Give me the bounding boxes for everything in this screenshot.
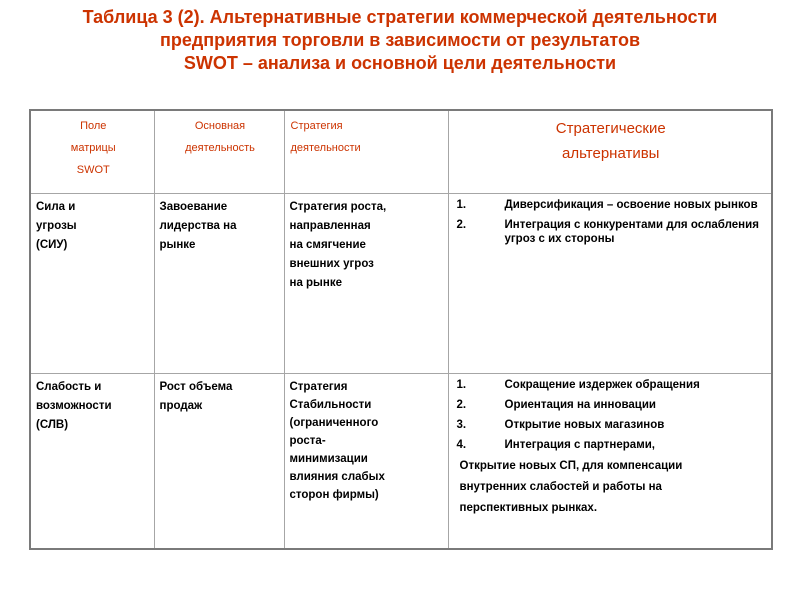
header-strategy-line: деятельности: [290, 142, 361, 154]
header-alternatives-line: Стратегические: [555, 120, 666, 137]
cell-line: Стабильности: [289, 398, 372, 411]
cell-line: сторон фирмы): [289, 488, 379, 501]
cell-activity: [154, 193, 284, 373]
cell-line: влияния слабых: [289, 470, 385, 483]
list-item: [454, 418, 768, 432]
cell-field: [30, 193, 154, 373]
cell-line: угрозы: [36, 219, 77, 232]
cell-line: (СИУ): [36, 238, 68, 251]
header-field-line: Поле: [80, 120, 107, 132]
cell-line: Завоевание: [159, 200, 228, 213]
cell-alternatives: [448, 373, 772, 549]
cell-line: внешних угроз: [289, 257, 374, 270]
cell-line: Сила и: [36, 200, 76, 213]
header-field-line: матрицы: [70, 142, 116, 154]
header-alternatives-line: альтернативы: [562, 145, 660, 162]
list-item: [454, 438, 768, 452]
header-activity-line: Основная: [194, 120, 246, 132]
table-row: [30, 373, 772, 549]
table-header-row: [30, 110, 772, 193]
cell-line: минимизации: [289, 452, 368, 465]
cell-line: Слабость и: [36, 380, 102, 393]
list-text: Интеграция с конкурентами для ослабления угроз с их стороны: [504, 218, 759, 245]
list-number: 1.: [456, 378, 467, 391]
cell-line: на смягчение: [289, 238, 366, 251]
list-number: 1.: [456, 198, 467, 211]
note-line: внутренних слабостей и работы на: [459, 480, 662, 493]
list-text: Диверсификация – освоение новых рынков: [504, 198, 758, 211]
cell-line: лидерства на: [159, 219, 237, 232]
note-line: перспективных рынках.: [459, 501, 598, 514]
cell-line: Стратегия роста,: [289, 200, 387, 213]
title-line-3: SWOT – анализа и основной цели деятельности: [183, 53, 617, 73]
title-line-1: Таблица 3 (2). Альтернативные стратегии коммерческой деятельности: [82, 7, 718, 27]
cell-strategy: [284, 193, 448, 373]
cell-line: Рост объема: [159, 380, 233, 393]
cell-field: [30, 373, 154, 549]
list-item: [454, 378, 768, 392]
note-line: Открытие новых СП, для компенсации: [459, 459, 683, 472]
cell-line: роста-: [289, 434, 326, 447]
list-item: [454, 398, 768, 412]
list-item: [454, 198, 768, 212]
cell-line: продаж: [159, 399, 203, 412]
header-strategy-line: Стратегия: [290, 120, 343, 132]
list-text: Открытие новых магазинов: [504, 418, 665, 431]
table-row: [30, 193, 772, 373]
header-field: [30, 110, 154, 193]
page-title: [0, 6, 800, 75]
header-activity: [154, 110, 284, 193]
alternatives-note: [454, 456, 768, 519]
alternatives-list: [454, 198, 768, 246]
list-text: Ориентация на инновации: [504, 398, 656, 411]
cell-line: Стратегия: [289, 380, 348, 393]
list-text: Сокращение издержек обращения: [504, 378, 700, 391]
cell-strategy: [284, 373, 448, 549]
header-activity-line: деятельность: [185, 142, 255, 154]
list-number: 3.: [456, 418, 467, 431]
header-strategy: [284, 110, 448, 193]
header-alternatives: [448, 110, 772, 193]
cell-line: возможности: [36, 399, 112, 412]
cell-line: рынке: [159, 238, 196, 251]
title-line-2: предприятия торговли в зависимости от результатов: [159, 30, 641, 50]
list-number: 4.: [456, 438, 467, 451]
list-text: Интеграция с партнерами,: [504, 438, 655, 451]
strategy-table: [29, 109, 773, 550]
cell-activity: [154, 373, 284, 549]
cell-line: направленная: [289, 219, 371, 232]
alternatives-list: [454, 378, 768, 452]
list-number: 2.: [456, 398, 467, 411]
list-item: [454, 218, 768, 246]
list-number: 2.: [456, 218, 467, 231]
header-field-line: SWOT: [76, 164, 110, 176]
cell-line: на рынке: [289, 276, 342, 289]
cell-line: (СЛВ): [36, 418, 69, 431]
cell-line: (ограниченного: [289, 416, 379, 429]
cell-alternatives: [448, 193, 772, 373]
